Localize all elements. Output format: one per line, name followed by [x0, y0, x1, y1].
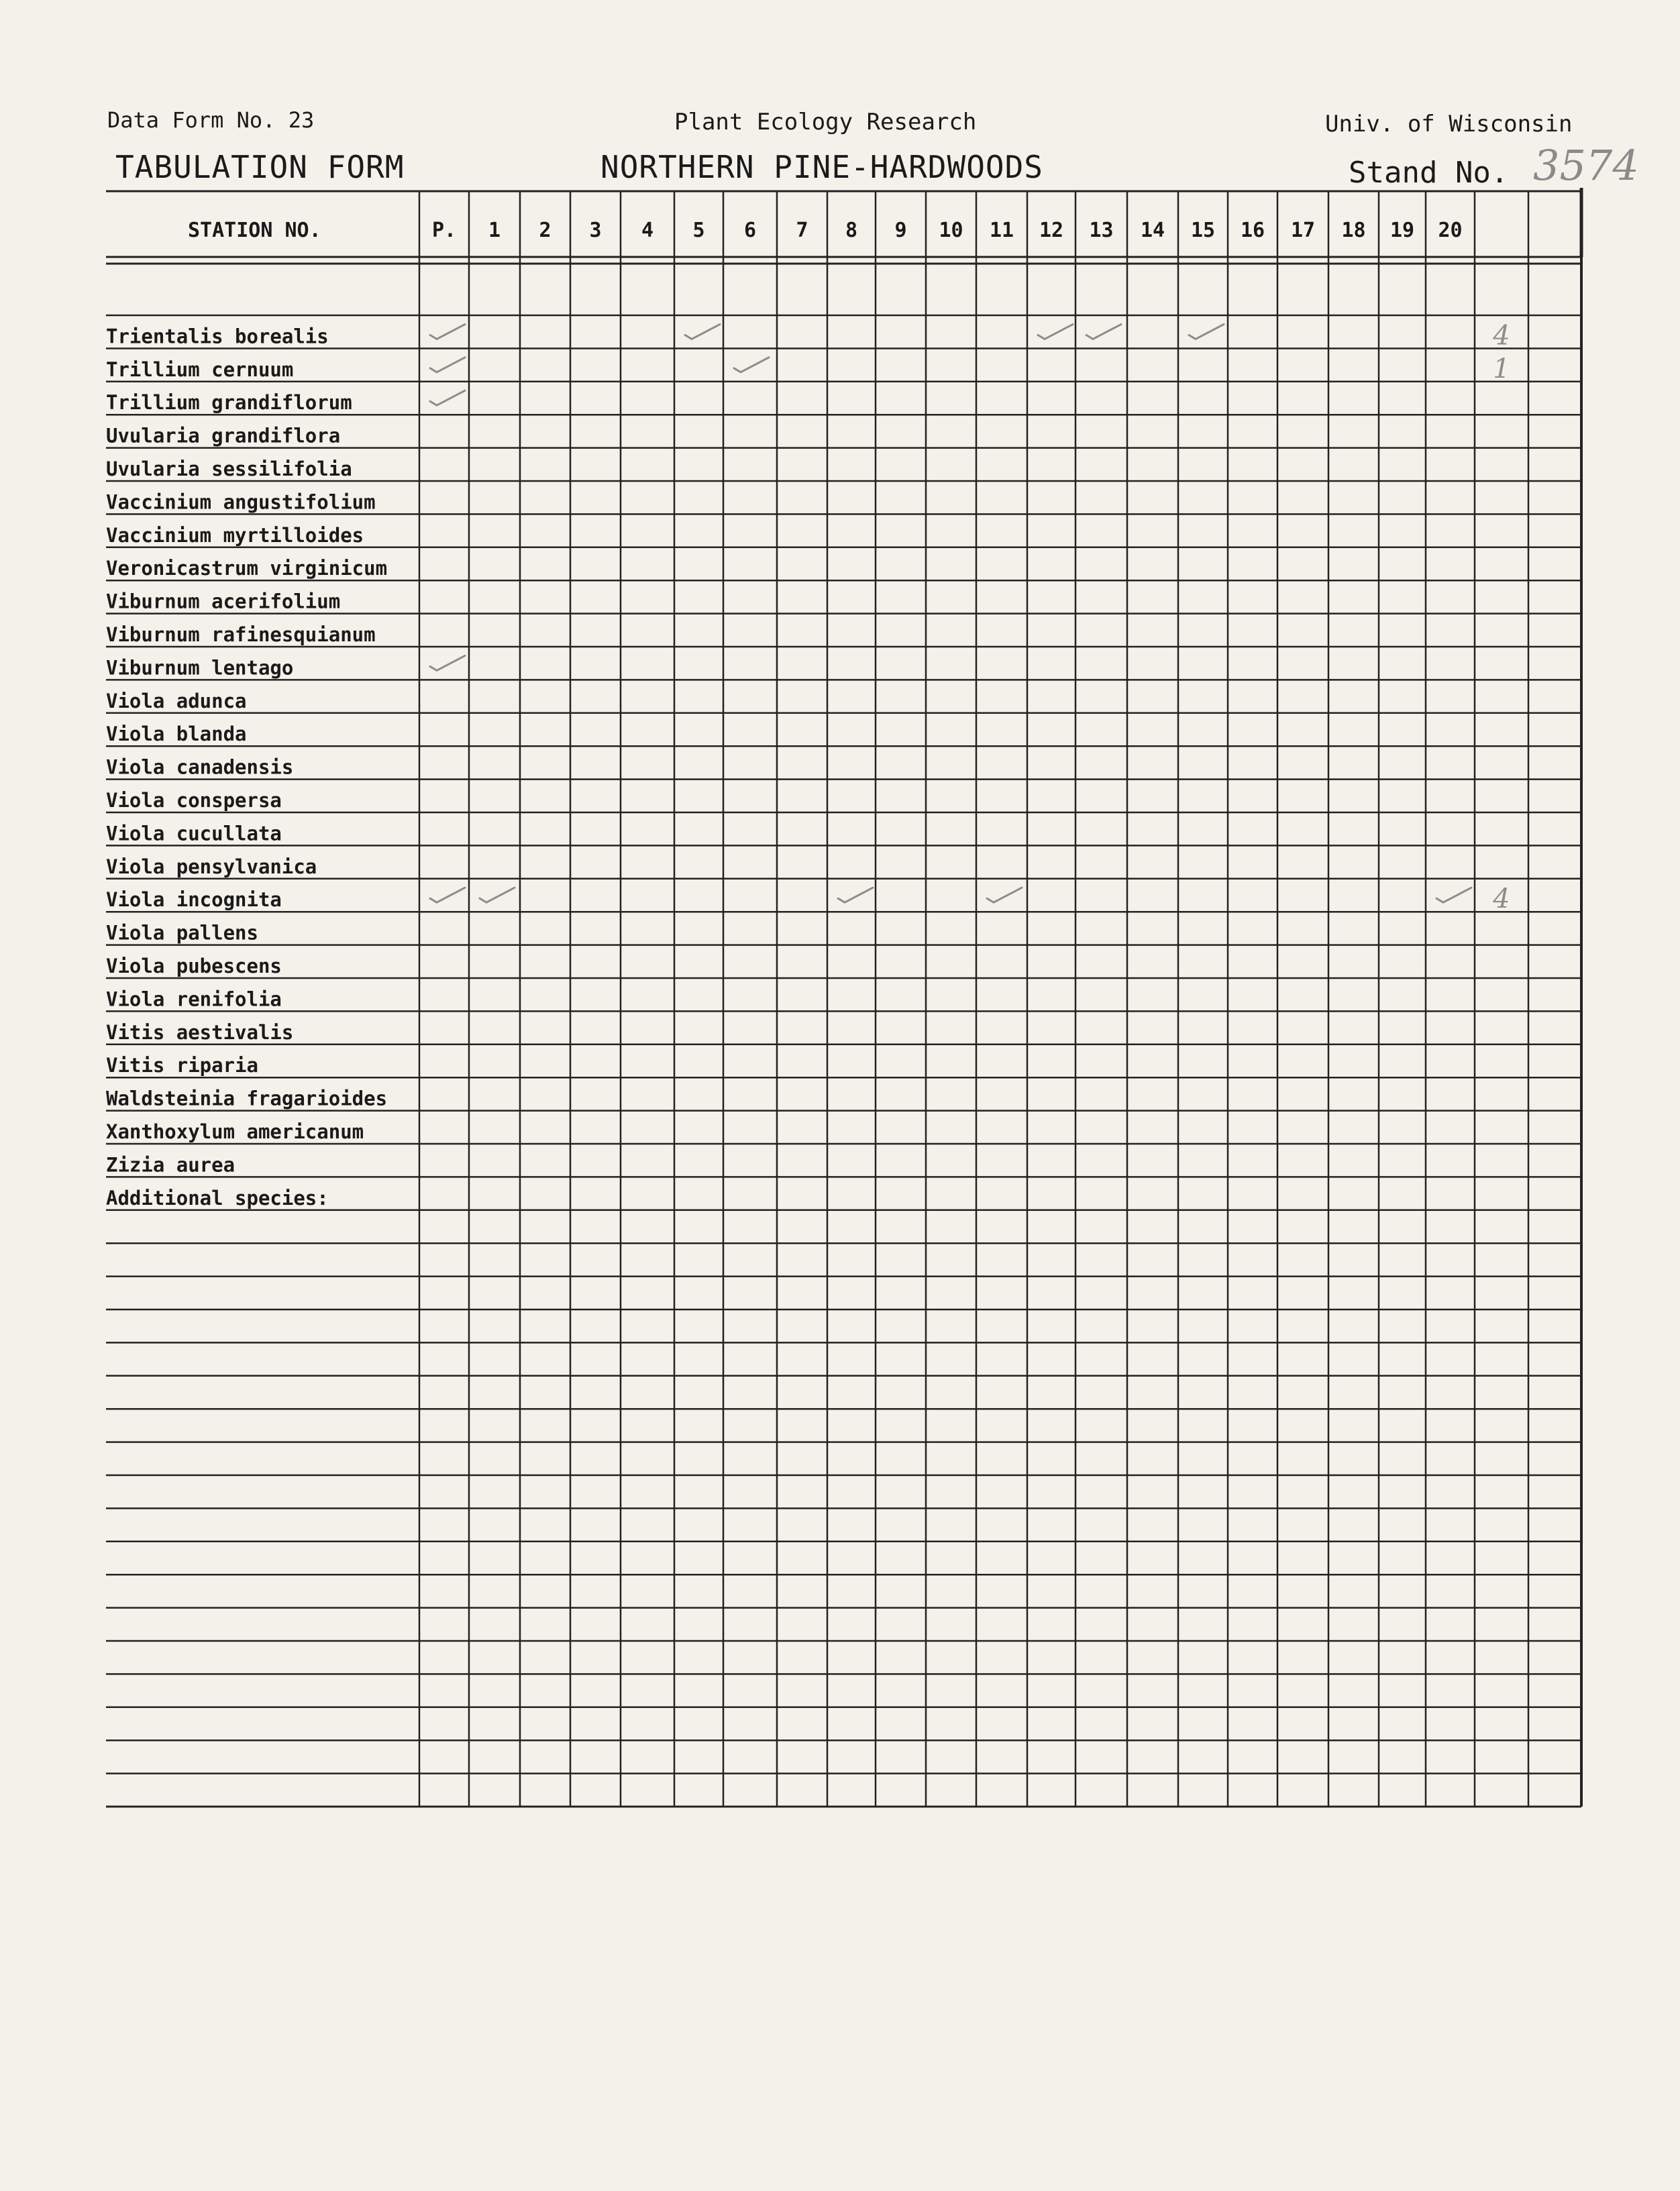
- check-mark-trientalis-borealis-15[interactable]: [1189, 324, 1224, 339]
- species-label-viola-pubescens: Viola pubescens: [106, 955, 282, 977]
- check-mark-trientalis-borealis-12[interactable]: [1038, 324, 1073, 339]
- form-title: TABULATION FORM: [115, 149, 405, 185]
- species-label-vaccinium-angustifolium: Vaccinium angustifolium: [106, 490, 376, 514]
- species-label-additional-species: Additional species:: [106, 1186, 329, 1210]
- check-mark-viola-incognita-p[interactable]: [430, 888, 465, 902]
- species-label-viola-conspersa: Viola conspersa: [106, 789, 282, 812]
- column-header-4: 4: [641, 219, 654, 242]
- column-header-11: 11: [989, 219, 1014, 242]
- check-mark-trientalis-borealis-13[interactable]: [1086, 324, 1121, 339]
- species-label-viburnum-acerifolium: Viburnum acerifolium: [106, 590, 341, 613]
- column-header-12: 12: [1039, 219, 1064, 242]
- species-label-viola-cucullata: Viola cucullata: [106, 822, 282, 845]
- column-header-7: 7: [796, 219, 808, 242]
- species-label-uvularia-grandiflora: Uvularia grandiflora: [106, 424, 341, 447]
- species-label-viburnum-lentago: Viburnum lentago: [106, 656, 294, 680]
- section-title: NORTHERN PINE-HARDWOODS: [600, 149, 1043, 185]
- university-name: Univ. of Wisconsin: [1325, 111, 1573, 138]
- check-mark-viburnum-lentago-p[interactable]: [430, 655, 465, 670]
- column-header-19: 19: [1389, 219, 1415, 242]
- species-label-viola-pensylvanica: Viola pensylvanica: [106, 855, 317, 878]
- species-label-vitis-aestivalis: Vitis aestivalis: [106, 1020, 294, 1044]
- species-label-xanthoxylum-americanum: Xanthoxylum americanum: [106, 1120, 364, 1143]
- column-header-3: 3: [589, 219, 602, 242]
- column-header-16: 16: [1240, 219, 1265, 242]
- species-label-trillium-cernuum: Trillium cernuum: [106, 358, 294, 381]
- species-label-viola-blanda: Viola blanda: [106, 723, 247, 746]
- species-label-viola-incognita: Viola incognita: [106, 888, 282, 912]
- species-label-viburnum-rafinesquianum: Viburnum rafinesquianum: [106, 623, 376, 646]
- check-mark-viola-incognita-1[interactable]: [480, 888, 515, 902]
- check-mark-trientalis-borealis-5[interactable]: [685, 324, 720, 339]
- column-header-2: 2: [539, 219, 552, 242]
- check-mark-trillium-cernuum-p[interactable]: [430, 358, 465, 372]
- check-mark-viola-incognita-11[interactable]: [987, 888, 1022, 902]
- species-label-waldsteinia-fragarioides: Waldsteinia fragarioides: [106, 1087, 388, 1110]
- column-header-9: 9: [894, 219, 907, 242]
- column-header-10: 10: [939, 219, 963, 242]
- species-label-viola-adunca: Viola adunca: [106, 689, 247, 712]
- tally-trillium-cernuum[interactable]: 1: [1493, 353, 1510, 384]
- column-header-8: 8: [845, 219, 858, 242]
- species-label-viola-canadensis: Viola canadensis: [106, 755, 294, 779]
- species-label-uvularia-sessilifolia: Uvularia sessilifolia: [106, 458, 352, 480]
- station-number-label: STATION NO.: [188, 219, 321, 242]
- species-label-vaccinium-myrtilloides: Vaccinium myrtilloides: [106, 523, 364, 547]
- tally-trientalis-borealis[interactable]: 4: [1493, 320, 1510, 352]
- research-heading: Plant Ecology Research: [674, 109, 977, 136]
- species-label-vitis-riparia: Vitis riparia: [106, 1054, 258, 1077]
- column-header-1: 1: [488, 219, 501, 242]
- column-header-p: P.: [431, 219, 457, 242]
- column-header-13: 13: [1089, 219, 1114, 242]
- stand-number-handwritten[interactable]: 3574: [1533, 141, 1639, 190]
- check-mark-trientalis-borealis-p[interactable]: [430, 324, 465, 339]
- check-mark-trillium-grandiflorum-p[interactable]: [430, 390, 465, 405]
- check-mark-viola-incognita-20[interactable]: [1436, 888, 1471, 902]
- form-number: Data Form No. 23: [107, 107, 315, 133]
- species-label-viola-pallens: Viola pallens: [106, 921, 258, 945]
- species-label-trientalis-borealis: Trientalis borealis: [106, 325, 329, 348]
- check-mark-trillium-cernuum-6[interactable]: [734, 358, 769, 372]
- species-label-trillium-grandiflorum: Trillium grandiflorum: [106, 391, 352, 415]
- stand-number-label: Stand No.: [1349, 156, 1509, 190]
- column-header-14: 14: [1140, 219, 1165, 242]
- tally-viola-incognita[interactable]: 4: [1493, 884, 1510, 915]
- column-header-17: 17: [1290, 219, 1316, 242]
- column-header-6: 6: [743, 219, 757, 242]
- column-header-5: 5: [692, 219, 705, 242]
- column-header-18: 18: [1341, 219, 1366, 242]
- species-label-zizia-aurea: Zizia aurea: [106, 1153, 235, 1177]
- column-header-20: 20: [1438, 219, 1463, 242]
- species-label-veronicastrum-virginicum: Veronicastrum virginicum: [106, 557, 388, 580]
- species-label-viola-renifolia: Viola renifolia: [106, 987, 282, 1011]
- column-header-15: 15: [1190, 219, 1216, 242]
- check-mark-viola-incognita-8[interactable]: [838, 888, 873, 902]
